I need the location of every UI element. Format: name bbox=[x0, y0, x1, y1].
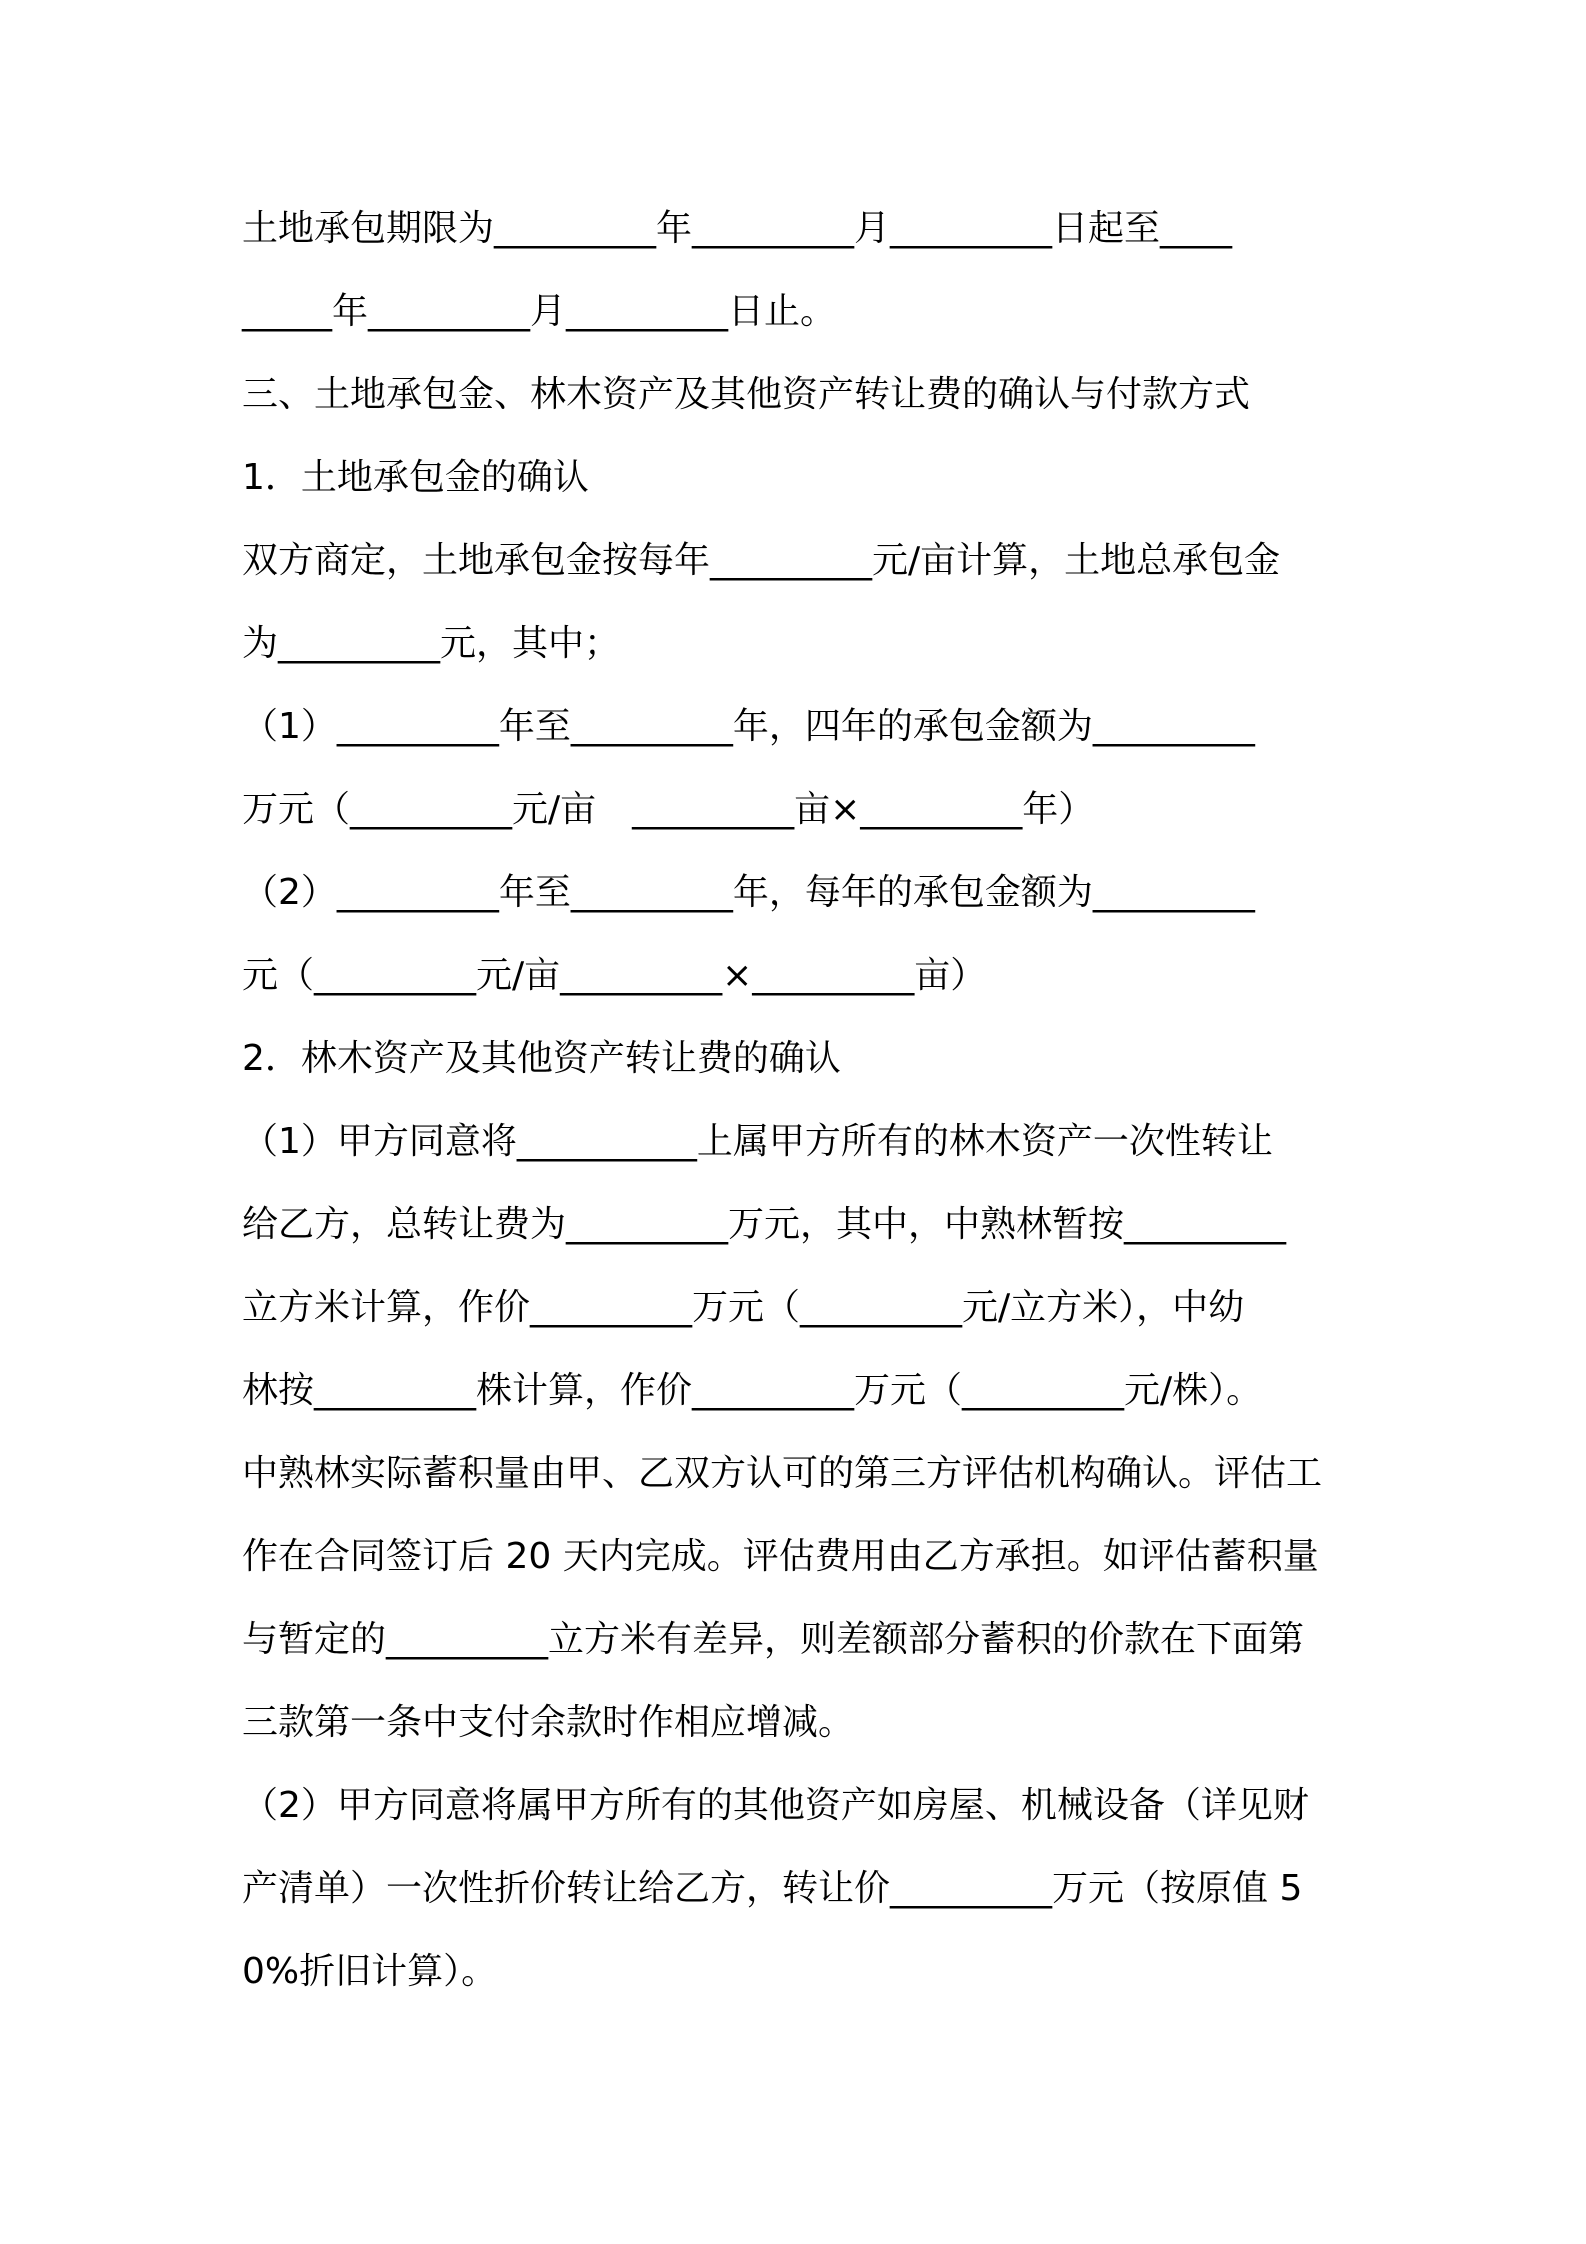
text-line: 给乙方，总转让费为_________万元，其中，中熟林暂按_________ bbox=[242, 1204, 1287, 1245]
text-line: 土地承包期限为_________年_________月_________日起至____ bbox=[242, 208, 1233, 249]
text-line: （2）甲方同意将属甲方所有的其他资产如房屋、机械设备（详见财 bbox=[242, 1785, 1309, 1826]
text-line: 林按_________株计算，作价_________万元（_________元/株）。 bbox=[242, 1370, 1263, 1411]
subsection-heading: 1．土地承包金的确认 bbox=[242, 457, 589, 498]
text-line: _____年_________月_________日止。 bbox=[242, 291, 837, 332]
text-line: （2）_________年至_________年，每年的承包金额为_________ bbox=[242, 872, 1255, 913]
text-line: 中熟林实际蓄积量由甲、乙双方认可的第三方评估机构确认。评估工 bbox=[242, 1453, 1323, 1494]
text-line: 双方商定，土地承包金按每年_________元/亩计算，土地总承包金 bbox=[242, 540, 1281, 581]
text-line: 为_________元，其中； bbox=[242, 623, 621, 664]
section-heading: 三、土地承包金、林木资产及其他资产转让费的确认与付款方式 bbox=[242, 374, 1251, 415]
text-line: 元（_________元/亩_________×_________亩） bbox=[242, 955, 987, 996]
text-line: 立方米计算，作价_________万元（_________元/立方米），中幼 bbox=[242, 1287, 1245, 1328]
text-line: 三款第一条中支付余款时作相应增减。 bbox=[242, 1702, 855, 1743]
text-line: 万元（_________元/亩 _________亩×_________年） bbox=[242, 789, 1095, 830]
text-line: （1）甲方同意将__________上属甲方所有的林木资产一次性转让 bbox=[242, 1121, 1273, 1162]
subsection-heading: 2．林木资产及其他资产转让费的确认 bbox=[242, 1038, 841, 1079]
text-line: 与暂定的_________立方米有差异，则差额部分蓄积的价款在下面第 bbox=[242, 1619, 1305, 1660]
text-line: （1）_________年至_________年，四年的承包金额为_________ bbox=[242, 706, 1255, 747]
text-line: 0%折旧计算）。 bbox=[242, 1951, 498, 1992]
text-line: 产清单）一次性折价转让给乙方，转让价_________万元（按原值 5 bbox=[242, 1868, 1303, 1909]
text-line: 作在合同签订后 20 天内完成。评估费用由乙方承担。如评估蓄积量 bbox=[242, 1536, 1319, 1577]
